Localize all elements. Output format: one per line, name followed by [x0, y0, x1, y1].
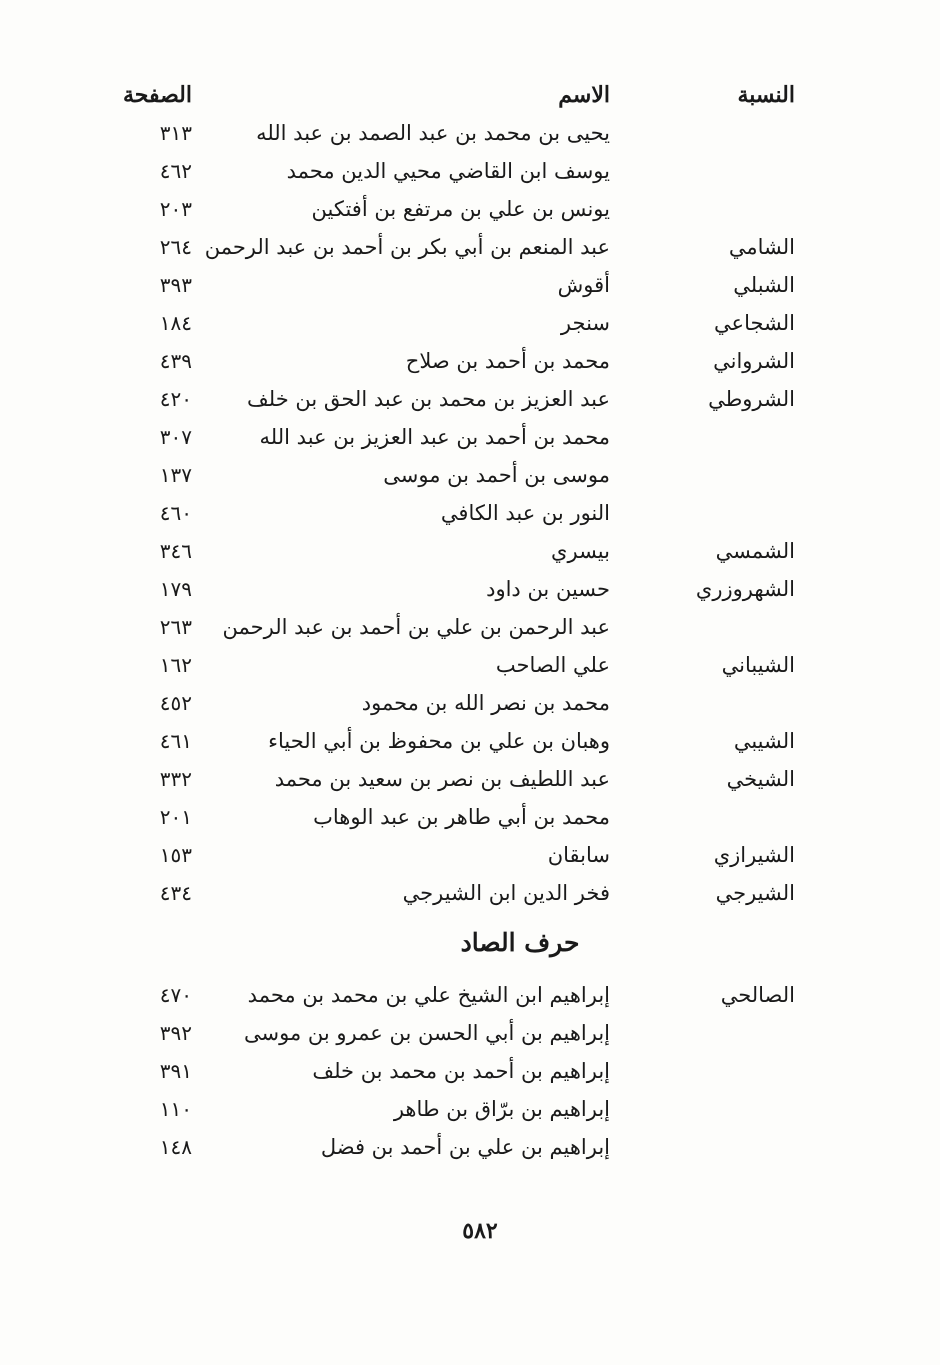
name-cell: عبد الرحمن بن علي بن أحمد بن عبد الرحمن: [222, 615, 610, 639]
name-cell: عبد المنعم بن أبي بكر بن أحمد بن عبد الرحمن: [204, 235, 610, 259]
page-header: الصفحة: [122, 82, 192, 108]
page-cell: ١٥٣: [159, 843, 192, 867]
table-row: [0, 156, 940, 194]
name-cell: إبراهيم بن أحمد بن محمد بن خلف: [312, 1059, 610, 1083]
page-cell: ٣٤٦: [159, 539, 192, 563]
table-row: [0, 688, 940, 726]
name-cell: يحيى بن محمد بن عبد الصمد بن عبد الله: [256, 121, 610, 145]
page-cell: ٢٦٤: [159, 235, 192, 259]
nisba-cell: الشجاعي: [714, 311, 795, 335]
page-cell: ٤٥٢: [159, 691, 192, 715]
page-cell: ١١٠: [159, 1097, 192, 1121]
table-row: [0, 1094, 940, 1132]
name-cell: إبراهيم بن برّاق بن طاهر: [393, 1097, 610, 1121]
table-row: [0, 460, 940, 498]
table-row: [0, 650, 940, 688]
name-cell: سابقان: [547, 843, 610, 867]
name-cell: وهبان بن علي بن محفوظ بن أبي الحياء: [268, 729, 610, 753]
page-cell: ١٧٩: [159, 577, 192, 601]
nisba-cell: الشيرجي: [715, 881, 795, 905]
table-row: [0, 194, 940, 232]
page-cell: ٤٦١: [159, 729, 192, 753]
table-row: [0, 1056, 940, 1094]
name-cell: يونس بن علي بن مرتفع بن أفتكين: [311, 197, 610, 221]
name-cell: فخر الدين ابن الشيرجي: [402, 881, 610, 905]
name-cell: إبراهيم بن علي بن أحمد بن فضل: [320, 1135, 610, 1159]
name-cell: موسى بن أحمد بن موسى: [383, 463, 610, 487]
nisba-cell: الشيرازي: [713, 843, 795, 867]
page-number-text: ٥٨٢: [462, 1218, 498, 1244]
page-cell: ٢٠١: [159, 805, 192, 829]
nisba-cell: الشبلي: [733, 273, 795, 297]
page-cell: ٣٩١: [159, 1059, 192, 1083]
page-cell: ٤٣٩: [159, 349, 192, 373]
nisba-header: النسبة: [737, 82, 795, 108]
name-cell: محمد بن نصر الله بن محمود: [361, 691, 610, 715]
nisba-cell: الشهروزري: [695, 577, 795, 601]
table-row: [0, 118, 940, 156]
page-cell: ٤٢٠: [159, 387, 192, 411]
section-title: [0, 928, 940, 957]
table-row: [0, 270, 940, 308]
name-cell: محمد بن أحمد بن صلاح: [405, 349, 610, 373]
nisba-cell: الشرواني: [713, 349, 795, 373]
table-row: [0, 878, 940, 916]
name-cell: بيسري: [551, 539, 610, 563]
table-row: [0, 536, 940, 574]
table-row: [0, 980, 940, 1018]
page-cell: ٣١٣: [159, 121, 192, 145]
name-cell: محمد بن أحمد بن عبد العزيز بن عبد الله: [259, 425, 610, 449]
section-title-text: حرف الصاد: [460, 928, 580, 957]
page-cell: ٣٠٧: [159, 425, 192, 449]
table-row: [0, 802, 940, 840]
name-cell: حسين بن داود: [486, 577, 610, 601]
nisba-cell: الشروطي: [708, 387, 795, 411]
nisba-cell: الشيبي: [733, 729, 795, 753]
table-row: [0, 840, 940, 878]
name-cell: محمد بن أبي طاهر بن عبد الوهاب: [313, 805, 610, 829]
table-row: [0, 574, 940, 612]
page-cell: ١٦٢: [159, 653, 192, 677]
nisba-cell: الشيباني: [721, 653, 795, 677]
page-cell: ٤٧٠: [159, 983, 192, 1007]
name-cell: يوسف ابن القاضي محيي الدين محمد: [286, 159, 610, 183]
nisba-cell: الشامي: [728, 235, 795, 259]
table-row: [0, 308, 940, 346]
table-row: [0, 1132, 940, 1170]
page-cell: ٣٩٢: [159, 1021, 192, 1045]
page-cell: ٤٦٢: [159, 159, 192, 183]
page-cell: ١٣٧: [159, 463, 192, 487]
nisba-cell: الصالحي: [720, 983, 795, 1007]
name-cell: أقوش: [557, 273, 610, 297]
page-cell: ٣٩٣: [159, 273, 192, 297]
name-cell: إبراهيم ابن الشيخ علي بن محمد بن محمد: [247, 983, 610, 1007]
page-cell: ١٨٤: [159, 311, 192, 335]
name-cell: علي الصاحب: [495, 653, 610, 677]
page-cell: ١٤٨: [159, 1135, 192, 1159]
name-cell: النور بن عبد الكافي: [440, 501, 610, 525]
table-row: [0, 1018, 940, 1056]
page-cell: ٢٠٣: [159, 197, 192, 221]
table-row: [0, 764, 940, 802]
page-cell: ٢٦٣: [159, 615, 192, 639]
name-cell: إبراهيم بن أبي الحسن بن عمرو بن موسى: [244, 1021, 610, 1045]
header-row: [0, 80, 940, 118]
table-row: [0, 726, 940, 764]
table-row: [0, 232, 940, 270]
name-cell: عبد العزيز بن محمد بن عبد الحق بن خلف: [247, 387, 610, 411]
nisba-cell: الشيخي: [726, 767, 795, 791]
table-row: [0, 384, 940, 422]
table-row: [0, 498, 940, 536]
page-cell: ٤٣٤: [159, 881, 192, 905]
nisba-cell: الشمسي: [715, 539, 795, 563]
page-cell: ٤٦٠: [159, 501, 192, 525]
page-cell: ٣٣٢: [159, 767, 192, 791]
name-header: الاسم: [558, 82, 610, 108]
name-cell: عبد اللطيف بن نصر بن سعيد بن محمد: [274, 767, 610, 791]
table-row: [0, 612, 940, 650]
table-row: [0, 346, 940, 384]
page-number: [0, 1218, 940, 1244]
table-row: [0, 422, 940, 460]
name-cell: سنجر: [560, 311, 610, 335]
